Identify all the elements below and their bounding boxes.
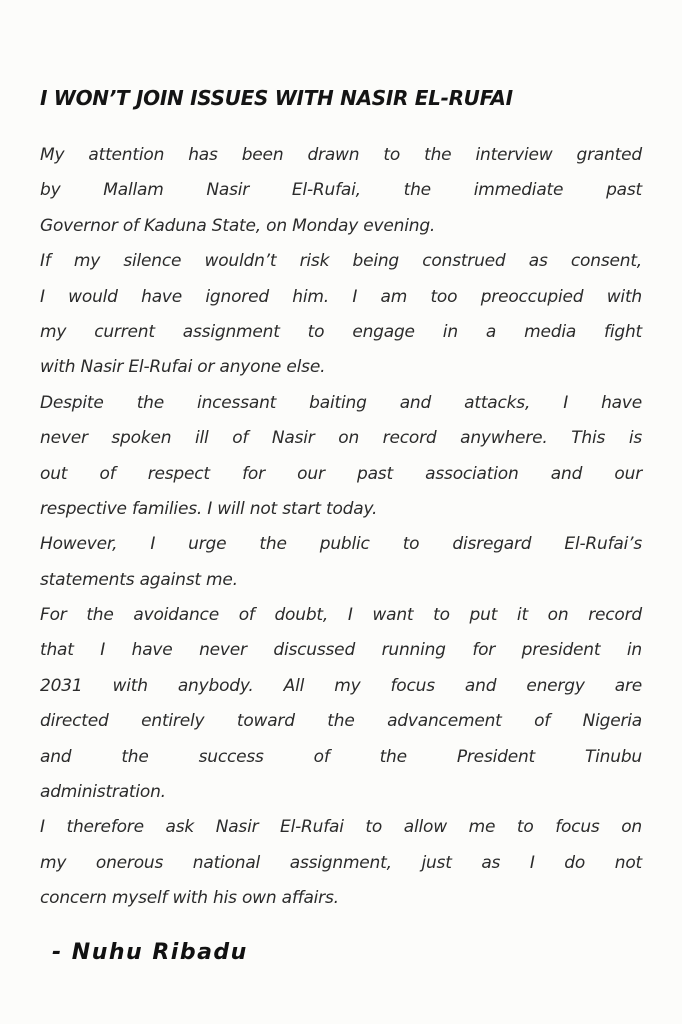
statement-body bbox=[40, 141, 642, 920]
statement-title: I WON’T JOIN ISSUES WITH NASIR EL-RUFAI bbox=[40, 86, 513, 110]
paragraph-line: I would have ignored him. I am too preoccupied with bbox=[40, 286, 642, 307]
paragraph bbox=[40, 389, 642, 531]
paragraph-line: my current assignment to engage in a media fight bbox=[40, 321, 642, 342]
paragraph bbox=[40, 141, 642, 247]
paragraph-line: never spoken ill of Nasir on record anywhere. This is bbox=[40, 428, 642, 449]
paragraph-line: administration. bbox=[40, 782, 166, 803]
paragraph-line: However, I urge the public to disregard El-Rufai’s bbox=[40, 534, 642, 555]
paragraph bbox=[40, 247, 642, 389]
paragraph-line: My attention has been drawn to the interview granted bbox=[40, 145, 642, 165]
paragraph-line: Governor of Kaduna State, on Monday evening. bbox=[40, 215, 436, 236]
paragraph-line: respective families. I will not start today. bbox=[40, 498, 378, 519]
paragraph-line: Despite the incessant baiting and attacks, I have bbox=[40, 392, 642, 413]
paragraph bbox=[40, 530, 642, 601]
paragraph-line: concern myself with his own affairs. bbox=[40, 888, 339, 909]
paragraph-line: For the avoidance of doubt, I want to put it on record bbox=[40, 605, 642, 626]
paragraph-line: out of respect for our past association and our bbox=[40, 463, 642, 484]
paragraph-line: my onerous national assignment, just as I do not bbox=[40, 852, 642, 873]
paragraph-line: by Mallam Nasir El-Rufai, the immediate past bbox=[40, 180, 642, 201]
paragraph-line: that I have never discussed running for president in bbox=[40, 640, 642, 661]
paragraph-line: and the success of the President Tinubu bbox=[40, 746, 642, 767]
paragraph-line: directed entirely toward the advancement of Nigeria bbox=[40, 711, 642, 732]
paragraph bbox=[40, 813, 642, 919]
paragraph-line: If my silence wouldn’t risk being construed as consent, bbox=[40, 251, 642, 272]
paragraph-line: with Nasir El-Rufai or anyone else. bbox=[40, 357, 326, 378]
paragraph-line: 2031 with anybody. All my focus and energy are bbox=[40, 675, 642, 696]
paragraph-line: statements against me. bbox=[40, 569, 238, 590]
paragraph bbox=[40, 601, 642, 813]
paragraph-line: I therefore ask Nasir El-Rufai to allow me to focus on bbox=[40, 817, 642, 838]
signature: - Nuhu Ribadu bbox=[52, 940, 248, 965]
